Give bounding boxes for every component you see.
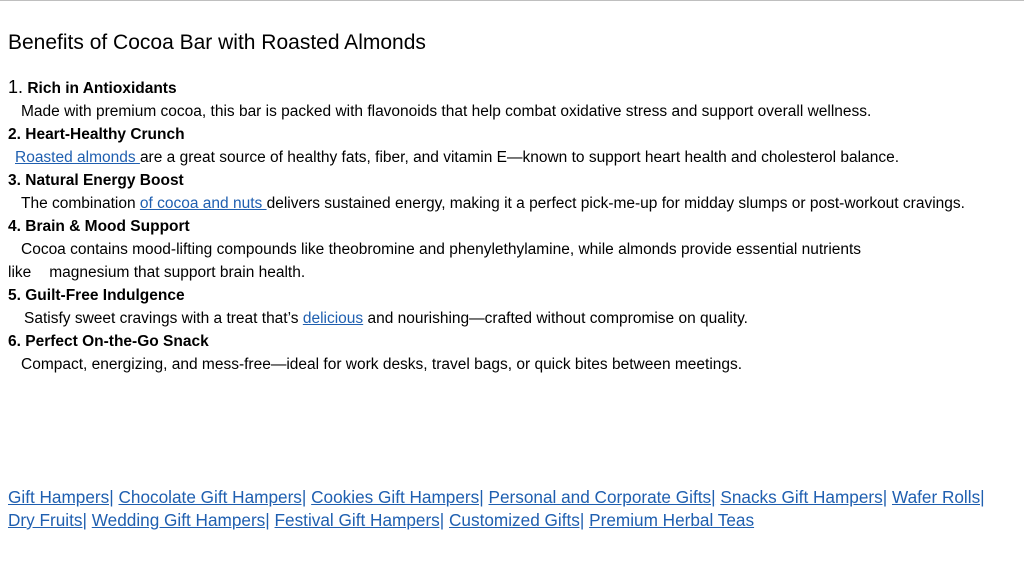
footer-link-wafer-rolls[interactable]: Wafer Rolls| <box>891 487 985 507</box>
slide-content <box>8 30 1016 376</box>
footer-link-customized-gifts[interactable]: Customized Gifts| <box>449 510 585 530</box>
benefit-4-text-line1: Cocoa contains mood-lifting compounds like theobromine and phenylethylamine, while almonds provide essential nutrients <box>21 241 862 258</box>
benefit-1-text: Made with premium cocoa, this bar is packed with flavonoids that help combat oxidative stress and support overall wellness. <box>21 103 872 120</box>
footer-link-personal-corporate-gifts[interactable]: Personal and Corporate Gifts| <box>488 487 716 507</box>
benefit-3-heading <box>8 169 1016 192</box>
footer-link-premium-herbal-teas[interactable]: Premium Herbal Teas <box>589 510 755 530</box>
benefit-2-title: Heart-Healthy Crunch <box>25 126 185 143</box>
benefit-5-number: 5. <box>8 287 21 304</box>
benefit-5-text-before: Satisfy sweet cravings with a treat that’s <box>24 310 303 327</box>
footer-link-snacks-gift-hampers[interactable]: Snacks Gift Hampers| <box>720 487 888 507</box>
benefit-3-text <box>8 192 1016 215</box>
footer-link-festival-gift-hampers[interactable]: Festival Gift Hampers| <box>274 510 445 530</box>
benefit-5-text <box>8 307 1016 330</box>
top-divider <box>0 0 1024 1</box>
benefit-2-heading <box>8 123 1016 146</box>
roasted-almonds-link[interactable]: Roasted almonds <box>15 149 140 166</box>
benefit-2-number: 2. <box>8 126 21 143</box>
footer-link-gift-hampers[interactable]: Gift Hampers| <box>8 487 114 507</box>
benefit-5-text-after: and nourishing—crafted without compromise on quality. <box>363 310 748 327</box>
benefit-4-text-line2 <box>8 261 1016 284</box>
benefit-2-text <box>8 146 1016 169</box>
benefit-1-number: 1. <box>8 77 24 97</box>
cocoa-and-nuts-link[interactable]: of cocoa and nuts <box>139 195 267 212</box>
benefit-5 <box>8 284 1016 330</box>
footer-links <box>8 486 1020 532</box>
benefit-6-heading <box>8 330 1016 353</box>
benefit-3-text-after: delivers sustained energy, making it a perfect pick-me-up for midday slumps or post-workout cravings. <box>266 195 965 212</box>
benefit-6 <box>8 330 1016 376</box>
benefit-6-number: 6. <box>8 333 21 350</box>
benefit-1-heading <box>8 76 1016 100</box>
benefit-3-text-before: The combination <box>21 195 140 212</box>
benefit-1-title: Rich in Antioxidants <box>27 80 177 97</box>
benefit-4-text-rest: magnesium that support brain health. <box>49 264 306 281</box>
benefit-5-title: Guilt-Free Indulgence <box>25 287 185 304</box>
benefit-4-text-like: like <box>8 264 32 281</box>
benefit-4-heading <box>8 215 1016 238</box>
benefit-5-heading <box>8 284 1016 307</box>
benefit-3 <box>8 169 1016 215</box>
footer-link-wedding-gift-hampers[interactable]: Wedding Gift Hampers| <box>91 510 270 530</box>
benefit-2 <box>8 123 1016 169</box>
benefit-4 <box>8 215 1016 284</box>
footer-link-chocolate-gift-hampers[interactable]: Chocolate Gift Hampers| <box>118 487 307 507</box>
footer-link-cookies-gift-hampers[interactable]: Cookies Gift Hampers| <box>311 487 484 507</box>
benefit-4-title: Brain & Mood Support <box>25 218 190 235</box>
benefit-6-title: Perfect On-the-Go Snack <box>25 333 209 350</box>
benefit-1 <box>8 76 1016 123</box>
benefit-4-number: 4. <box>8 218 21 235</box>
benefit-6-text: Compact, energizing, and mess-free—ideal for work desks, travel bags, or quick bites between meetings. <box>21 356 743 373</box>
benefit-2-text-after: are a great source of healthy fats, fiber, and vitamin E—known to support heart health and cholesterol balance. <box>139 149 900 166</box>
footer-link-dry-fruits[interactable]: Dry Fruits| <box>8 510 87 530</box>
benefit-3-number: 3. <box>8 172 21 189</box>
delicious-link[interactable]: delicious <box>302 310 364 327</box>
page-title: Benefits of Cocoa Bar with Roasted Almonds <box>8 31 426 54</box>
benefit-3-title: Natural Energy Boost <box>25 172 184 189</box>
